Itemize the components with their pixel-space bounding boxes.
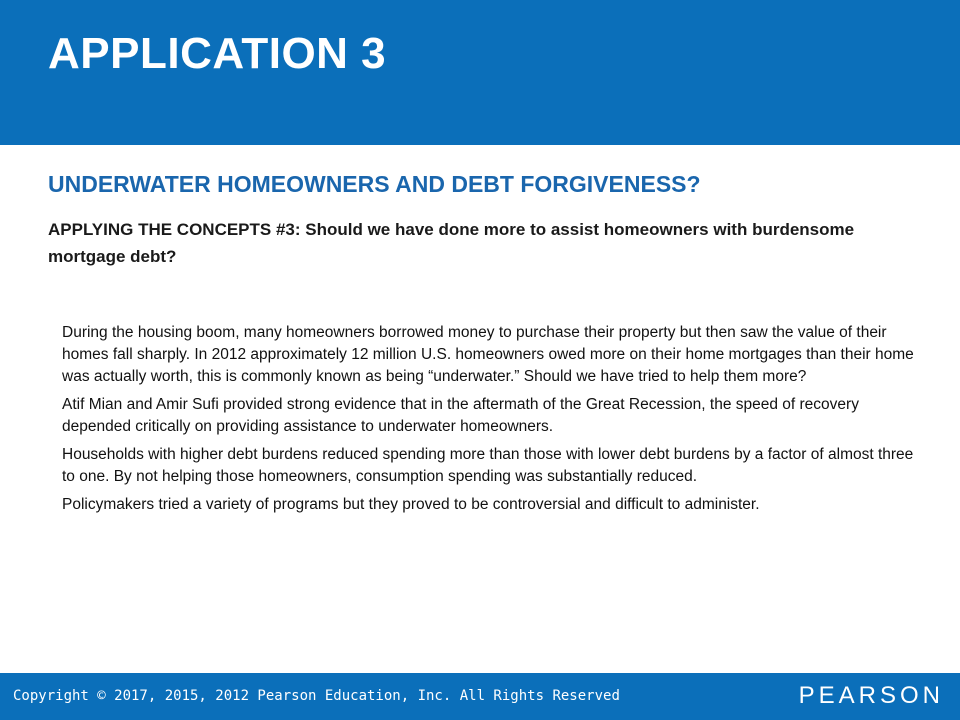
footer-bar [0, 673, 960, 720]
slide-subtitle: UNDERWATER HOMEOWNERS AND DEBT FORGIVENESS? [48, 171, 701, 197]
body-text [62, 322, 914, 522]
concept-question: APPLYING THE CONCEPTS #3: Should we have done more to assist homeowners with burdensome mortgage debt? [48, 220, 855, 266]
copyright-notice: Copyright © 2017, 2015, 2012 Pearson Education, Inc. All Rights Reserved [13, 688, 620, 704]
paragraph-policymakers: Policymakers tried a variety of programs but they proved to be controversial and difficult to administer. [62, 496, 760, 513]
header-bar [0, 0, 960, 145]
paragraph-mian-sufi: Atif Mian and Amir Sufi provided strong evidence that in the aftermath of the Great Recession, the speed of recovery depended critically on providing assistance to underwater homeowners. [62, 396, 859, 435]
paragraph-housing-boom: During the housing boom, many homeowners borrowed money to purchase their property but then saw the value of their homes fall sharply. In 2012 approximately 12 million U.S. homeowners owed more on their home mortgages than their home was actually worth, this is commonly known as being “underwater.” Should we have tried to help them more? [62, 324, 914, 385]
pearson-logo: PEARSON [798, 682, 944, 709]
slide-title: APPLICATION 3 [48, 29, 387, 78]
paragraph-debt-burdens: Households with higher debt burdens reduced spending more than those with lower debt burdens by a factor of almost three to one. By not helping those homeowners, consumption spending was substantially reduced. [62, 446, 914, 485]
